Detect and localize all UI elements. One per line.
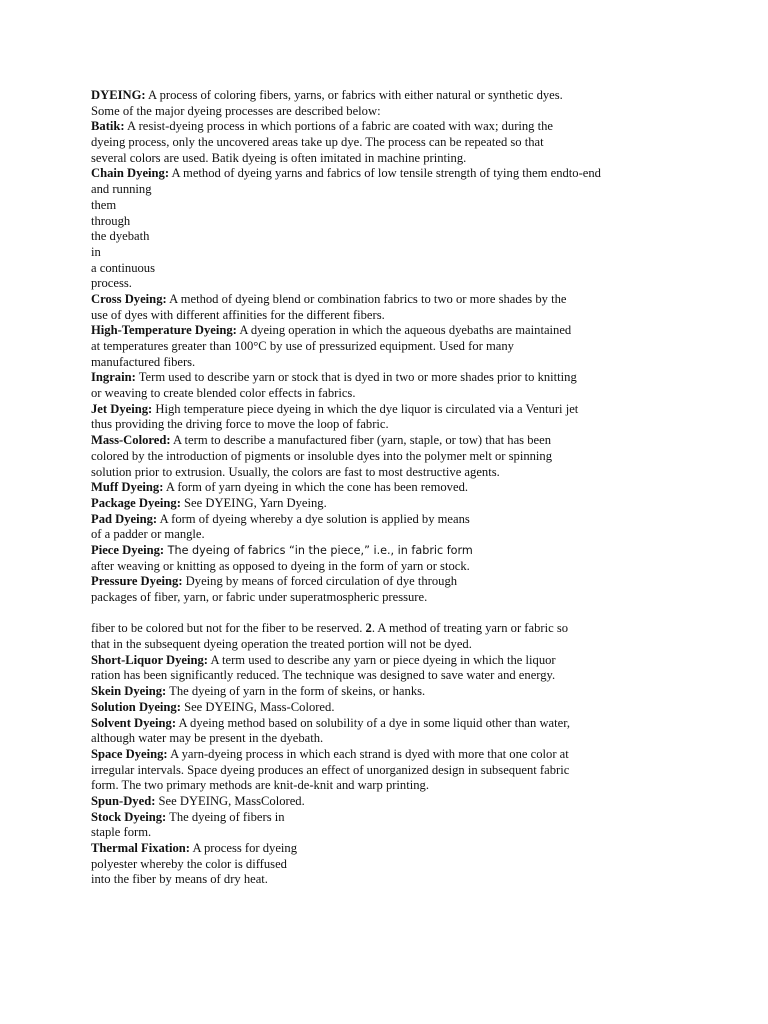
definition-text: A term used to describe any yarn or piece dyeing in which the liquor bbox=[207, 652, 556, 667]
term-heading: Space Dyeing: bbox=[91, 746, 168, 761]
definition-text: after weaving or knitting as opposed to dyeing in the form of yarn or stock. bbox=[91, 558, 470, 573]
term-heading: Solution Dyeing: bbox=[91, 699, 181, 714]
term-heading: Chain Dyeing: bbox=[91, 166, 170, 181]
text-line bbox=[91, 104, 651, 120]
definition-text: A yarn-dyeing process in which each strand is dyed with more that one color at bbox=[167, 746, 569, 761]
definition-text: Some of the major dyeing processes are described below: bbox=[91, 103, 381, 118]
definition-text: colored by the introduction of pigments or insoluble dyes into the polymer melt or spinning bbox=[91, 448, 553, 463]
definition-text: in bbox=[91, 244, 101, 259]
definition-text: solution prior to extrusion. Usually, the colors are fast to most destructive agents. bbox=[91, 464, 500, 479]
definition-text: several colors are used. Batik dyeing is often imitated in machine printing. bbox=[91, 150, 467, 165]
definition-text: A method of dyeing yarns and fabrics of low tensile strength of tying them endto-end bbox=[169, 166, 601, 181]
definition-text: See DYEING, Mass-Colored. bbox=[180, 699, 335, 714]
definition-text: A method of dyeing blend or combination fabrics to two or more shades by the bbox=[166, 291, 567, 306]
definition-text: staple form. bbox=[91, 825, 152, 840]
definition-text: A term to describe a manufactured fiber (yarn, staple, or tow) that has been bbox=[170, 433, 551, 448]
glossary-term-line bbox=[91, 119, 651, 135]
text-line bbox=[91, 763, 651, 779]
definition-text: at temperatures greater than 100°C by use of pressurized equipment. Used for many bbox=[91, 339, 514, 353]
text-line bbox=[91, 465, 651, 481]
term-heading: Ingrain: bbox=[91, 370, 136, 385]
definition-text: dyeing process, only the uncovered areas take up dye. The process can be repeated so that bbox=[91, 135, 544, 150]
glossary-term-line bbox=[91, 653, 651, 669]
text-line bbox=[91, 559, 651, 575]
term-heading: Solvent Dyeing: bbox=[91, 715, 177, 730]
definition-text: irregular intervals. Space dyeing produces an effect of unorganized design in subsequent fabric bbox=[91, 762, 570, 777]
term-heading: Batik: bbox=[91, 119, 125, 134]
text-line bbox=[91, 245, 651, 261]
term-heading: Package Dyeing: bbox=[91, 495, 181, 510]
definition-text: or weaving to create blended color effects in fabrics. bbox=[91, 386, 356, 401]
definition-text: although water may be present in the dyebath. bbox=[91, 731, 324, 746]
text-line bbox=[91, 621, 651, 637]
text-line bbox=[91, 778, 651, 794]
glossary-term-line bbox=[91, 370, 651, 386]
glossary-term-line bbox=[91, 543, 651, 559]
term-heading: High-Temperature Dyeing: bbox=[91, 323, 237, 338]
glossary-term-line bbox=[91, 292, 651, 308]
definition-text: A resist-dyeing process in which portions of a fabric are coated with wax; during the bbox=[124, 119, 554, 134]
text-line bbox=[91, 590, 651, 606]
definition-text: use of dyes with different affinities for the different fibers. bbox=[91, 307, 385, 322]
definition-text: High temperature piece dyeing in which the dye liquor is circulated via a Venturi jet bbox=[152, 401, 579, 416]
item-number: 2 bbox=[365, 621, 372, 636]
term-heading: Piece Dyeing: bbox=[91, 542, 165, 557]
definition-text: through bbox=[91, 213, 131, 228]
blank-line bbox=[91, 606, 651, 622]
text-line bbox=[91, 135, 651, 151]
glossary-term-line bbox=[91, 747, 651, 763]
text-line bbox=[91, 417, 651, 433]
text-line bbox=[91, 637, 651, 653]
definition-text: them bbox=[91, 197, 117, 212]
glossary-term-line bbox=[91, 496, 651, 512]
text-line bbox=[91, 355, 651, 371]
text-line bbox=[91, 872, 651, 888]
glossary-term-line bbox=[91, 480, 651, 496]
definition-text: A dyeing operation in which the aqueous dyebaths are maintained bbox=[236, 323, 572, 338]
term-heading: Short-Liquor Dyeing: bbox=[91, 652, 208, 667]
definition-text: The dyeing of fibers in bbox=[166, 809, 285, 824]
text-line bbox=[91, 261, 651, 277]
glossary-term-line bbox=[91, 700, 651, 716]
definition-text: form. The two primary methods are knit-de-knit and warp printing. bbox=[91, 778, 429, 793]
glossary-term-line bbox=[91, 512, 651, 528]
glossary-term-line bbox=[91, 684, 651, 700]
glossary-term-line bbox=[91, 841, 651, 857]
text-line bbox=[91, 857, 651, 873]
text-line bbox=[91, 825, 651, 841]
definition-text: A form of dyeing whereby a dye solution is applied by means bbox=[157, 511, 470, 526]
document-page bbox=[91, 88, 651, 888]
definition-text: ration has been significantly reduced. The technique was designed to save water and energy. bbox=[91, 668, 556, 683]
text-line bbox=[91, 731, 651, 747]
term-heading: Thermal Fixation: bbox=[91, 841, 190, 855]
glossary-term-line bbox=[91, 323, 651, 339]
definition-text: of a padder or mangle. bbox=[91, 527, 205, 542]
definition-text: A process for dyeing bbox=[190, 841, 298, 855]
definition-text: polyester whereby the color is diffused bbox=[91, 856, 287, 871]
term-heading: Pressure Dyeing: bbox=[91, 574, 183, 589]
term-heading: Spun-Dyed: bbox=[91, 793, 156, 808]
glossary-term-line bbox=[91, 88, 651, 104]
definition-text: that in the subsequent dyeing operation the treated portion will not be dyed. bbox=[91, 637, 472, 652]
text-line bbox=[91, 151, 651, 167]
glossary-term-line bbox=[91, 574, 651, 590]
definition-text: A process of coloring fibers, yarns, or fabrics with either natural or synthetic dyes. bbox=[145, 88, 563, 102]
text-line bbox=[91, 276, 651, 292]
term-heading: Cross Dyeing: bbox=[91, 291, 167, 306]
text-line bbox=[91, 386, 651, 402]
glossary-term-line bbox=[91, 402, 651, 418]
term-heading: Skein Dyeing: bbox=[91, 684, 167, 699]
term-heading: Mass-Colored: bbox=[91, 433, 171, 448]
text-line bbox=[91, 229, 651, 245]
term-heading: Jet Dyeing: bbox=[91, 401, 153, 416]
glossary-term-line bbox=[91, 166, 651, 182]
definition-text: A form of yarn dyeing in which the cone has been removed. bbox=[163, 480, 469, 495]
term-heading: Stock Dyeing: bbox=[91, 809, 167, 824]
term-heading: Pad Dyeing: bbox=[91, 511, 158, 526]
glossary-term-line bbox=[91, 810, 651, 826]
text-line bbox=[91, 198, 651, 214]
definition-text: into the fiber by means of dry heat. bbox=[91, 872, 268, 887]
definition-text: packages of fiber, yarn, or fabric under superatmospheric pressure. bbox=[91, 590, 428, 604]
text-line bbox=[91, 668, 651, 684]
text-line bbox=[91, 214, 651, 230]
glossary-term-line bbox=[91, 433, 651, 449]
definition-text: the dyebath bbox=[91, 229, 150, 244]
definition-text: thus providing the driving force to move the loop of fabric. bbox=[91, 417, 389, 432]
definition-text: fiber to be colored but not for the fiber to be reserved. bbox=[91, 621, 366, 636]
definition-text: . A method of treating yarn or fabric so bbox=[371, 621, 569, 636]
definition-text: Dyeing by means of forced circulation of dye through bbox=[182, 574, 458, 589]
term-heading: Muff Dyeing: bbox=[91, 480, 164, 495]
term-heading: DYEING: bbox=[91, 88, 146, 102]
text-line bbox=[91, 527, 651, 543]
definition-text: Term used to describe yarn or stock that is dyed in two or more shades prior to knitting bbox=[135, 370, 577, 385]
text-line bbox=[91, 308, 651, 324]
text-line bbox=[91, 339, 651, 355]
text-line bbox=[91, 182, 651, 198]
definition-text: a continuous bbox=[91, 260, 156, 275]
glossary-term-line bbox=[91, 794, 651, 810]
definition-text: See DYEING, Yarn Dyeing. bbox=[180, 495, 327, 510]
glossary-term-line bbox=[91, 716, 651, 732]
definition-text: and running bbox=[91, 182, 152, 197]
definition-text: See DYEING, MassColored. bbox=[155, 793, 305, 808]
definition-text: A dyeing method based on solubility of a dye in some liquid other than water, bbox=[176, 715, 571, 730]
definition-text: The dyeing of yarn in the form of skeins, or hanks. bbox=[166, 684, 426, 699]
text-line bbox=[91, 449, 651, 465]
definition-text: process. bbox=[91, 276, 132, 291]
definition-text: The dyeing of fabrics “in the piece,” i.e., in fabric form bbox=[164, 543, 473, 557]
definition-text: manufactured fibers. bbox=[91, 354, 196, 369]
